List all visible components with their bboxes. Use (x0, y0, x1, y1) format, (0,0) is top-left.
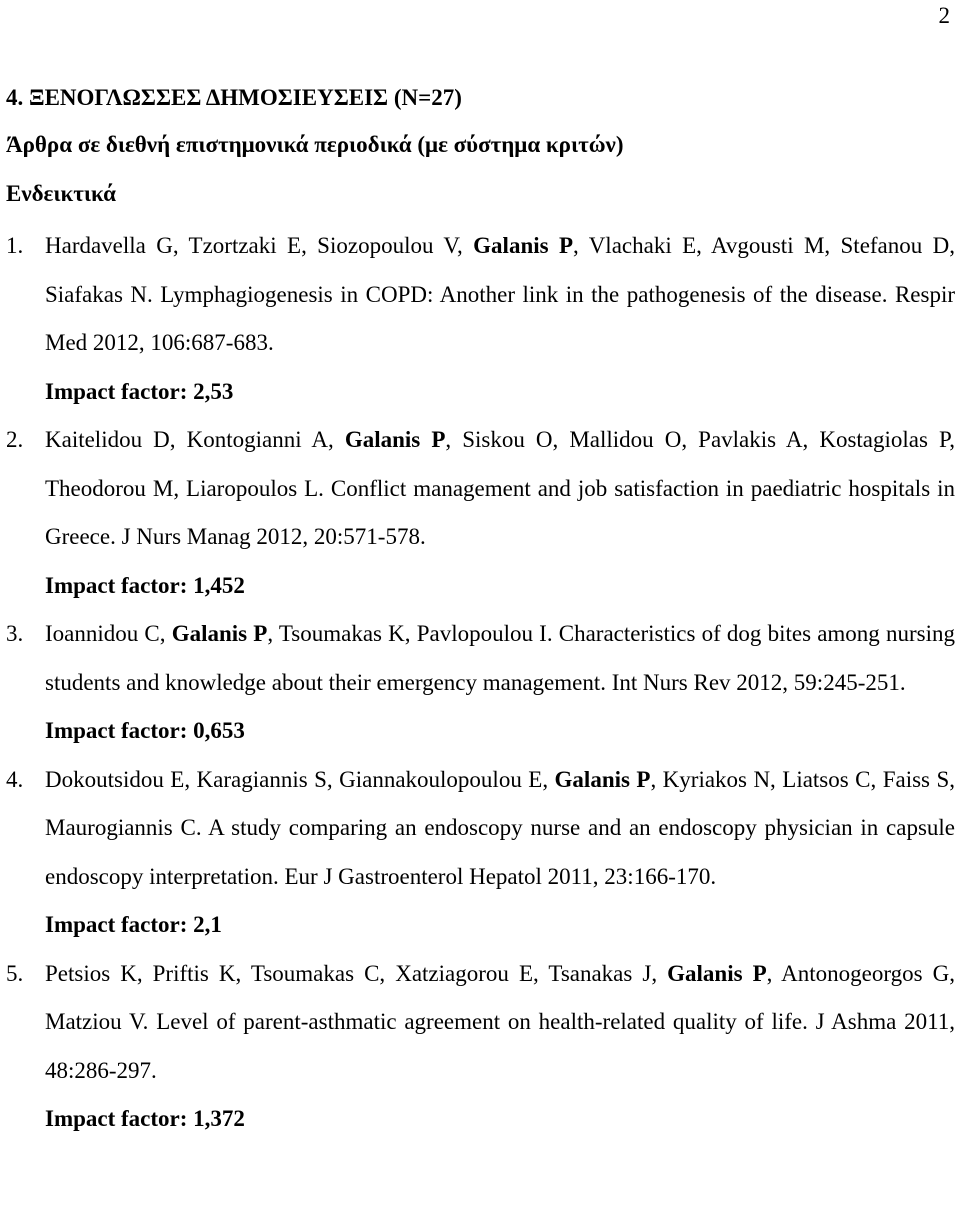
highlighted-author: Galanis P (171, 621, 268, 646)
entry-number: 1. (6, 233, 24, 258)
impact-factor: Impact factor: 2,1 (45, 912, 222, 937)
entry-authors-rest: , Antonogeorgos G, Matziou V. (45, 960, 955, 1034)
entry-citation: Level of parent-asthmatic agreement on health-related quality of life. J Ashma 2011, 48:286-297. (45, 1009, 955, 1083)
entry-authors-rest: , Tsoumakas K, Pavlopoulou I. (267, 621, 553, 646)
entry-citation: A study comparing an endoscopy nurse and an endoscopy physician in capsule endoscopy interpretation. Eur J Gastroenterol Hepatol 2011, 23:166-170. (45, 815, 956, 889)
entry-text (45, 610, 955, 707)
entry-authors: Dokoutsidou E, Karagiannis S, Giannakoulopoulou E, (45, 766, 555, 792)
highlighted-author: Galanis P (344, 427, 446, 452)
impact-factor: Impact factor: 1,372 (45, 1106, 245, 1131)
indicative-label: Ενδεικτικά (6, 181, 116, 206)
entry-authors-rest: , Vlachaki E, Avgousti M, Stefanou D, Siafakas N. (45, 233, 955, 307)
entry-citation: Lymphagiogenesis in COPD: Another link in the pathogenesis of the disease. Respir Med 2012, 106:687-683. (45, 281, 955, 355)
highlighted-author: Galanis P (667, 960, 767, 986)
publication-entry (0, 756, 960, 950)
entry-authors-rest: , Kyriakos N, Liatsos C, Faiss S, Maurogiannis C. (45, 766, 955, 840)
impact-factor: Impact factor: 1,452 (45, 572, 245, 598)
page-number: 2 (938, 3, 950, 28)
entry-text (45, 756, 955, 902)
entry-authors: Kaitelidou D, Kontogianni A, (45, 427, 345, 452)
entry-number: 3. (6, 621, 24, 646)
publication-entry (0, 610, 960, 756)
entry-citation: Conflict management and job satisfaction in paediatric hospitals in Greece. J Nurs Manag 2012, 20:571-578. (45, 475, 955, 549)
publication-entry (0, 416, 960, 610)
impact-factor: Impact factor: 0,653 (45, 718, 245, 743)
entry-text (45, 222, 955, 368)
entry-number: 4. (6, 766, 24, 792)
entry-number: 2. (6, 427, 24, 452)
entry-number: 5. (6, 960, 24, 986)
entry-authors-rest: , Siskou O, Mallidou O, Pavlakis A, Kostagiolas P, Theodorou M, Liaropoulos L. (45, 427, 956, 501)
impact-factor: Impact factor: 2,53 (45, 378, 234, 404)
section-subtitle: Άρθρα σε διεθνή επιστημονικά περιοδικά (με σύστημα κριτών) (6, 132, 624, 157)
section-title: 4. ΞΕΝΟΓΛΩΣΣΕΣ ΔΗΜΟΣΙΕΥΣΕΙΣ (Ν=27) (6, 85, 462, 110)
publication-entry (0, 950, 960, 1144)
entry-text (45, 950, 955, 1096)
entry-authors: Hardavella G, Tzortzaki E, Siozopoulou V, (45, 233, 474, 258)
highlighted-author: Galanis P (554, 766, 651, 792)
highlighted-author: Galanis P (473, 233, 573, 258)
publication-entry (0, 222, 960, 416)
publication-list (0, 222, 960, 1144)
entry-authors: Ioannidou C, (45, 621, 172, 646)
entry-text (45, 416, 955, 562)
entry-authors: Petsios K, Priftis K, Tsoumakas C, Xatziagorou E, Tsanakas J, (45, 960, 668, 986)
entry-citation: Characteristics of dog bites among nursing students and knowledge about their emergency management. Int Nurs Rev 2012, 59:245-251. (45, 621, 955, 695)
